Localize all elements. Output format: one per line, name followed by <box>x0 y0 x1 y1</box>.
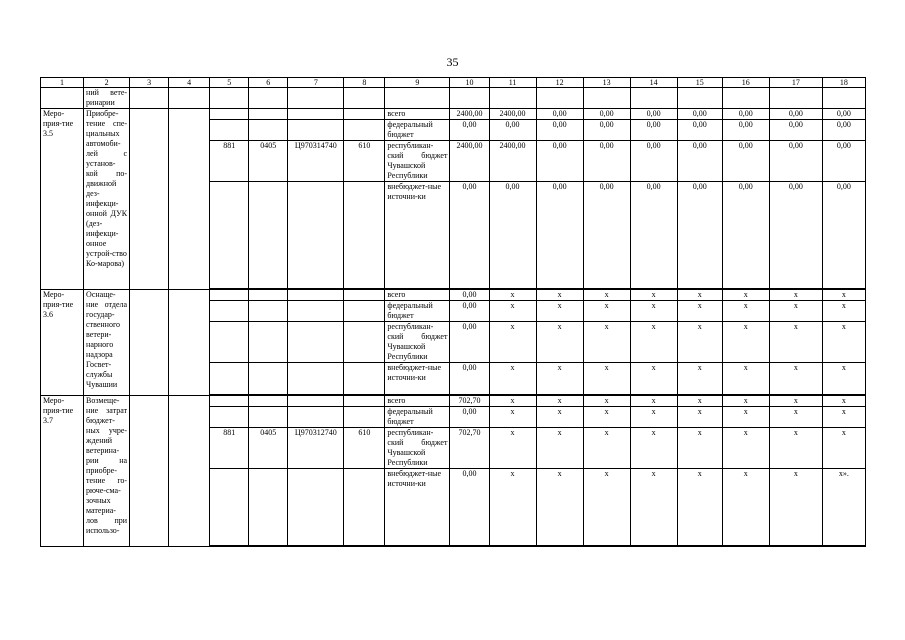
amount-cell: 0,00 <box>583 141 630 182</box>
col-header: 3 <box>130 78 169 88</box>
empty-cell <box>169 395 210 546</box>
funding-source: всего <box>385 289 450 301</box>
code-csr: Ц970312740 <box>288 428 344 469</box>
code-vr <box>344 322 385 363</box>
amount-cell: 0,00 <box>722 109 769 120</box>
amount-cell: х <box>536 363 583 396</box>
amount-cell: х <box>536 428 583 469</box>
code-csr <box>288 109 344 120</box>
code-csr <box>288 289 344 301</box>
amount-cell: х <box>583 363 630 396</box>
amount-cell: 0,00 <box>450 301 489 322</box>
amount-cell: 702,70 <box>450 395 489 407</box>
amount-cell: 2400,00 <box>489 141 536 182</box>
empty-cell <box>130 289 169 395</box>
amount-cell: 0,00 <box>677 120 722 141</box>
amount-cell: х <box>822 322 865 363</box>
amount-cell: 0,00 <box>769 120 822 141</box>
col-header: 6 <box>249 78 288 88</box>
code-vr <box>344 363 385 396</box>
amount-cell: х <box>630 322 677 363</box>
amount-cell: х <box>630 301 677 322</box>
code-vr <box>344 120 385 141</box>
amount-cell: 0,00 <box>489 120 536 141</box>
amount-cell: х <box>583 395 630 407</box>
amount-cell: х <box>769 395 822 407</box>
amount-cell: 0,00 <box>583 109 630 120</box>
amount-cell: х <box>722 407 769 428</box>
measure-name: Приобре-тение спе-циальных автомоби-лей с установ-кой по-движной дез-инфекци-онной ДУК (дез-инфекци-онное устрой-ство Ко-марова) <box>84 109 130 290</box>
measure-name: Оснаще-ние отдела государ-ственного ветери-нарного надзора Госвет-службы Чувашии <box>84 289 130 395</box>
amount-cell: х <box>722 469 769 547</box>
amount-cell: 0,00 <box>450 407 489 428</box>
code-csr <box>288 322 344 363</box>
funding-source: федеральный бюджет <box>385 301 450 322</box>
code-grbs <box>210 120 249 141</box>
funding-source: внебюджет-ные источни-ки <box>385 363 450 396</box>
code-rzpr <box>249 395 288 407</box>
amount-cell: 0,00 <box>769 182 822 290</box>
funding-source: федеральный бюджет <box>385 407 450 428</box>
col-header: 2 <box>84 78 130 88</box>
code-rzpr <box>249 322 288 363</box>
code-grbs <box>210 109 249 120</box>
amount-cell: х <box>583 289 630 301</box>
funding-source: республикан-ский бюджет Чувашской Республики <box>385 322 450 363</box>
amount-cell: х <box>536 395 583 407</box>
col-header: 13 <box>583 78 630 88</box>
amount-cell: х <box>769 469 822 547</box>
code-rzpr <box>249 289 288 301</box>
amount-cell: 2400,00 <box>489 109 536 120</box>
amount-cell: х <box>677 322 722 363</box>
col-header: 14 <box>630 78 677 88</box>
code-vr <box>344 407 385 428</box>
amount-cell: 0,00 <box>822 141 865 182</box>
col-header: 18 <box>822 78 865 88</box>
amount-cell: 0,00 <box>630 182 677 290</box>
amount-cell: 0,00 <box>536 141 583 182</box>
table-row <box>41 109 866 120</box>
code-grbs <box>210 469 249 547</box>
amount-cell: х <box>722 363 769 396</box>
amount-cell: 0,00 <box>769 141 822 182</box>
amount-cell: 0,00 <box>450 469 489 547</box>
col-header: 9 <box>385 78 450 88</box>
amount-cell: х <box>583 428 630 469</box>
amount-cell: 0,00 <box>722 182 769 290</box>
amount-cell: х». <box>822 469 865 547</box>
amount-cell: 2400,00 <box>450 109 489 120</box>
col-header: 11 <box>489 78 536 88</box>
amount-cell: х <box>489 395 536 407</box>
amount-cell: 0,00 <box>536 182 583 290</box>
funding-source: республикан-ский бюджет Чувашской Республики <box>385 141 450 182</box>
amount-cell: 0,00 <box>583 120 630 141</box>
amount-cell: х <box>769 301 822 322</box>
empty-cell <box>130 395 169 546</box>
funding-source: всего <box>385 395 450 407</box>
amount-cell: х <box>822 428 865 469</box>
amount-cell: х <box>583 407 630 428</box>
table-row <box>41 395 866 407</box>
header-row <box>41 78 866 88</box>
code-vr <box>344 289 385 301</box>
amount-cell: х <box>630 289 677 301</box>
page-number: 35 <box>446 55 459 69</box>
code-vr <box>344 301 385 322</box>
amount-cell: х <box>489 322 536 363</box>
item-name: ний вете-ринарии <box>84 88 130 109</box>
code-vr: 610 <box>344 141 385 182</box>
funding-source: федеральный бюджет <box>385 120 450 141</box>
code-grbs <box>210 322 249 363</box>
empty-cell <box>169 109 210 290</box>
amount-cell: 0,00 <box>630 109 677 120</box>
amount-cell: х <box>722 395 769 407</box>
empty-cell <box>130 109 169 290</box>
code-vr <box>344 395 385 407</box>
col-header: 1 <box>41 78 84 88</box>
amount-cell: х <box>536 322 583 363</box>
amount-cell: х <box>677 395 722 407</box>
amount-cell: 0,00 <box>489 182 536 290</box>
col-header: 17 <box>769 78 822 88</box>
amount-cell: 0,00 <box>630 141 677 182</box>
funding-source: внебюджет-ные источни-ки <box>385 469 450 547</box>
col-header: 5 <box>210 78 249 88</box>
code-csr <box>288 395 344 407</box>
col-header: 16 <box>722 78 769 88</box>
amount-cell: х <box>822 407 865 428</box>
table-row <box>41 289 866 301</box>
col-header: 10 <box>450 78 489 88</box>
measure-id: Меро-прия-тие 3.7 <box>41 395 84 546</box>
amount-cell: 0,00 <box>822 182 865 290</box>
code-rzpr <box>249 407 288 428</box>
amount-cell: 0,00 <box>450 120 489 141</box>
amount-cell: 0,00 <box>722 120 769 141</box>
amount-cell: 0,00 <box>450 363 489 396</box>
amount-cell: х <box>677 469 722 547</box>
amount-cell: х <box>489 363 536 396</box>
amount-cell: 2400,00 <box>450 141 489 182</box>
amount-cell: 702,70 <box>450 428 489 469</box>
amount-cell: 0,00 <box>677 141 722 182</box>
amount-cell: х <box>677 428 722 469</box>
measure-id: Меро-прия-тие 3.5 <box>41 109 84 290</box>
amount-cell: х <box>489 469 536 547</box>
amount-cell: х <box>583 322 630 363</box>
code-grbs <box>210 289 249 301</box>
amount-cell: х <box>489 407 536 428</box>
amount-cell: х <box>722 322 769 363</box>
code-csr <box>288 301 344 322</box>
col-header: 8 <box>344 78 385 88</box>
amount-cell: 0,00 <box>536 120 583 141</box>
code-csr <box>288 182 344 290</box>
amount-cell: 0,00 <box>583 182 630 290</box>
amount-cell: х <box>822 289 865 301</box>
amount-cell: х <box>630 428 677 469</box>
amount-cell: х <box>769 363 822 396</box>
code-grbs <box>210 182 249 290</box>
amount-cell: 0,00 <box>822 120 865 141</box>
amount-cell: х <box>536 407 583 428</box>
amount-cell: х <box>769 407 822 428</box>
code-rzpr <box>249 469 288 547</box>
code-grbs <box>210 363 249 396</box>
code-grbs <box>210 395 249 407</box>
amount-cell: х <box>536 289 583 301</box>
code-rzpr <box>249 109 288 120</box>
amount-cell: х <box>722 301 769 322</box>
amount-cell: х <box>822 363 865 396</box>
amount-cell: х <box>489 301 536 322</box>
amount-cell: х <box>630 363 677 396</box>
measure-id: Меро-прия-тие 3.6 <box>41 289 84 395</box>
funding-source: внебюджет-ные источни-ки <box>385 182 450 290</box>
amount-cell: х <box>630 407 677 428</box>
code-vr <box>344 469 385 547</box>
amount-cell: 0,00 <box>677 182 722 290</box>
amount-cell: х <box>677 363 722 396</box>
amount-cell: 0,00 <box>722 141 769 182</box>
code-csr: Ц970314740 <box>288 141 344 182</box>
col-header: 4 <box>169 78 210 88</box>
amount-cell: х <box>769 428 822 469</box>
amount-cell: х <box>677 289 722 301</box>
code-csr <box>288 407 344 428</box>
continuation-row <box>41 88 866 109</box>
budget-table <box>40 77 866 547</box>
amount-cell: 0,00 <box>450 322 489 363</box>
code-grbs: 881 <box>210 428 249 469</box>
amount-cell: х <box>722 289 769 301</box>
empty-cell <box>169 289 210 395</box>
amount-cell: х <box>769 289 822 301</box>
amount-cell: 0,00 <box>769 109 822 120</box>
col-header: 15 <box>677 78 722 88</box>
amount-cell: х <box>536 469 583 547</box>
funding-source: всего <box>385 109 450 120</box>
amount-cell: х <box>583 301 630 322</box>
code-csr <box>288 120 344 141</box>
funding-source: республикан-ский бюджет Чувашской Республики <box>385 428 450 469</box>
amount-cell: х <box>677 301 722 322</box>
code-rzpr <box>249 120 288 141</box>
amount-cell: х <box>489 428 536 469</box>
amount-cell: х <box>583 469 630 547</box>
measure-name: Возмеще-ние затрат бюджет-ных учре-ждений ветерина-рии на приобре-тение го-рюче-сма-зочных материа-лов при использо- <box>84 395 130 546</box>
col-header: 7 <box>288 78 344 88</box>
amount-cell: х <box>630 395 677 407</box>
amount-cell: х <box>677 407 722 428</box>
code-rzpr <box>249 182 288 290</box>
amount-cell: х <box>630 469 677 547</box>
amount-cell: х <box>536 301 583 322</box>
code-rzpr: 0405 <box>249 428 288 469</box>
code-vr: 610 <box>344 428 385 469</box>
code-vr <box>344 109 385 120</box>
amount-cell: 0,00 <box>630 120 677 141</box>
amount-cell: 0,00 <box>536 109 583 120</box>
code-grbs <box>210 407 249 428</box>
code-vr <box>344 182 385 290</box>
amount-cell: х <box>489 289 536 301</box>
amount-cell: х <box>822 301 865 322</box>
amount-cell: 0,00 <box>450 289 489 301</box>
code-grbs: 881 <box>210 141 249 182</box>
amount-cell: 0,00 <box>677 109 722 120</box>
code-csr <box>288 363 344 396</box>
col-header: 12 <box>536 78 583 88</box>
code-rzpr <box>249 363 288 396</box>
amount-cell: 0,00 <box>450 182 489 290</box>
amount-cell: х <box>822 395 865 407</box>
code-rzpr <box>249 301 288 322</box>
code-rzpr: 0405 <box>249 141 288 182</box>
amount-cell: х <box>769 322 822 363</box>
code-csr <box>288 469 344 547</box>
code-grbs <box>210 301 249 322</box>
amount-cell: х <box>722 428 769 469</box>
amount-cell: 0,00 <box>822 109 865 120</box>
